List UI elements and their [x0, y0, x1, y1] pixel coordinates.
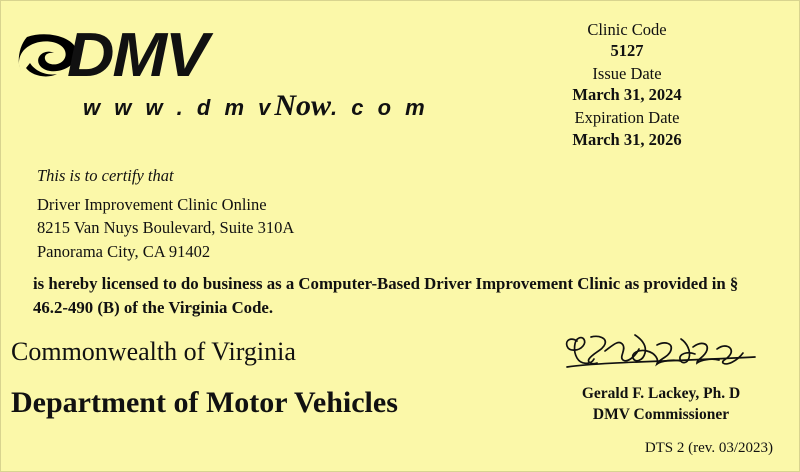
handwritten-signature-icon	[561, 331, 761, 379]
signer-name: Gerald F. Lackey, Ph. D	[581, 385, 741, 402]
form-revision: DTS 2 (rev. 03/2023)	[644, 440, 773, 456]
url-suffix: . c o m	[331, 95, 429, 120]
signature-block	[541, 331, 781, 424]
dmv-logo	[15, 15, 429, 122]
url-script: Now	[274, 89, 332, 122]
licensee-block	[37, 193, 294, 263]
certify-line: This is to certify that	[37, 166, 174, 185]
licensee-address-line-1: 8215 Van Nuys Boulevard, Suite 310A	[37, 218, 295, 238]
expiration-date-label: Expiration Date	[574, 108, 680, 128]
issue-date-value: March 31, 2024	[572, 85, 682, 105]
department-title: Department of Motor Vehicles	[11, 386, 398, 419]
dmv-url	[83, 89, 429, 123]
signer-title: DMV Commissioner	[592, 406, 730, 423]
certificate-header-fields	[477, 19, 777, 150]
licensee-address-line-2: Panorama City, CA 91402	[37, 241, 211, 261]
license-statement: is hereby licensed to do business as a Computer-Based Driver Improvement Clinic as provided in § 46.2-490 (B) of the Virginia Code.	[33, 274, 739, 317]
licensee-name: Driver Improvement Clinic Online	[37, 195, 267, 214]
clinic-code-label: Clinic Code	[587, 20, 667, 39]
dmv-wordmark: DMV	[67, 21, 207, 90]
expiration-date-value: March 31, 2026	[572, 129, 682, 149]
commonwealth-title: Commonwealth of Virginia	[11, 337, 296, 366]
issue-date-label: Issue Date	[592, 64, 662, 84]
url-prefix: w w w . d m v	[83, 95, 275, 120]
clinic-code-value: 5127	[610, 41, 644, 61]
